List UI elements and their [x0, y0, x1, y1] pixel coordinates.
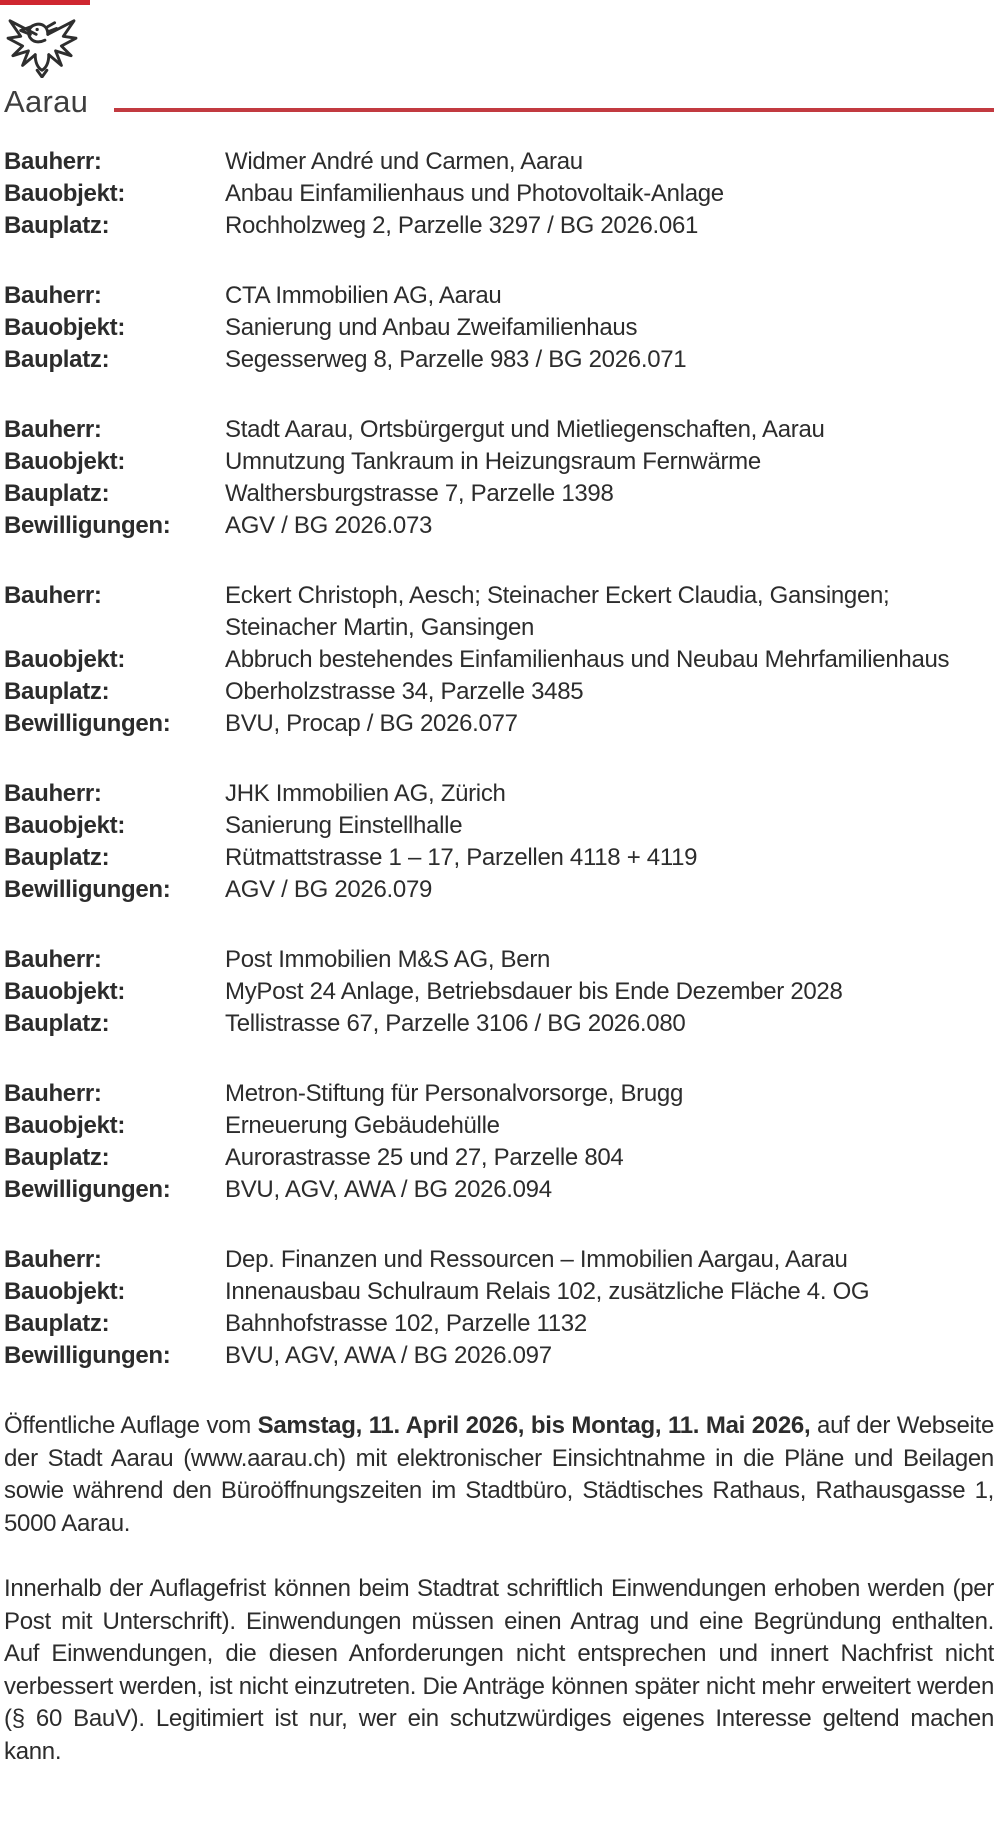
objection-info-paragraph	[4, 1573, 994, 1768]
record-field-label: Bauplatz:	[4, 346, 110, 373]
record-field-label: Bauobjekt:	[4, 978, 126, 1005]
record-field-label: Bauobjekt:	[4, 314, 126, 341]
building-permit-record	[4, 280, 994, 376]
record-field-value: BVU, Procap / BG 2026.077	[225, 710, 518, 737]
record-field-value: Rütmattstrasse 1 – 17, Parzellen 4118 + 4119	[225, 844, 698, 871]
record-field-value: Dep. Finanzen und Ressourcen – Immobilien Aargau, Aarau	[225, 1246, 848, 1273]
record-field-label: Bauherr:	[4, 780, 102, 807]
record-field-value: Stadt Aarau, Ortsbürgergut und Mietliegenschaften, Aarau	[225, 416, 825, 443]
record-field-label: Bauplatz:	[4, 480, 110, 507]
record-field-label: Bauherr:	[4, 1246, 102, 1273]
building-permit-record	[4, 944, 994, 1040]
page-header	[4, 0, 994, 117]
record-field-value: Innenausbau Schulraum Relais 102, zusätzliche Fläche 4. OG	[225, 1278, 870, 1305]
record-field-value: BVU, AGV, AWA / BG 2026.094	[225, 1176, 552, 1203]
paragraph-text: Öffentliche Auflage vom	[4, 1412, 258, 1439]
display-period-bold-text: Samstag, 11. April 2026, bis Montag, 11. Mai 2026,	[257, 1412, 811, 1439]
brand-row	[4, 86, 994, 117]
record-field-label: Bauobjekt:	[4, 646, 126, 673]
record-field-value: Sanierung und Anbau Zweifamilienhaus	[225, 314, 638, 341]
building-permit-record	[4, 146, 994, 242]
record-field-value: Eckert Christoph, Aesch; Steinacher Eckert Claudia, Gansingen; Steinacher Martin, Gansingen	[225, 582, 890, 641]
record-field-value: Walthersburgstrasse 7, Parzelle 1398	[225, 480, 614, 507]
record-field-label: Bauherr:	[4, 1080, 102, 1107]
record-field-value: Aurorastrasse 25 und 27, Parzelle 804	[225, 1144, 624, 1171]
record-field-value: Metron-Stiftung für Personalvorsorge, Brugg	[225, 1080, 683, 1107]
paragraph-text: auf der Webseite der Stadt Aarau (www.aarau.ch) mit elektronischer Einsichtnahme in die Pläne und Beilagen sowie während den Büroöffnungszeiten im Stadtbüro, Städtisches Rathaus, Rathausgasse 1, 5000 Aarau.	[4, 1412, 994, 1537]
record-field-label: Bauplatz:	[4, 1310, 110, 1337]
building-permit-record	[4, 1078, 994, 1206]
record-field-value: Tellistrasse 67, Parzelle 3106 / BG 2026.080	[225, 1010, 686, 1037]
record-field-value: Widmer André und Carmen, Aarau	[225, 148, 583, 175]
record-field-label: Bauobjekt:	[4, 180, 126, 207]
building-permit-record	[4, 778, 994, 906]
building-permit-record	[4, 414, 994, 542]
record-field-value: Abbruch bestehendes Einfamilienhaus und Neubau Mehrfamilienhaus	[225, 646, 950, 673]
record-field-label: Bewilligungen:	[4, 1176, 171, 1203]
record-field-label: Bauobjekt:	[4, 1278, 126, 1305]
record-field-label: Bauplatz:	[4, 678, 110, 705]
notice-paragraphs	[4, 1410, 994, 1768]
brand-wordmark: Aarau	[4, 84, 89, 119]
record-field-value: Bahnhofstrasse 102, Parzelle 1132	[225, 1310, 587, 1337]
record-field-value: Rochholzweg 2, Parzelle 3297 / BG 2026.061	[225, 212, 699, 239]
record-field-label: Bauherr:	[4, 148, 102, 175]
building-permit-list	[4, 146, 994, 1372]
record-field-label: Bauherr:	[4, 582, 102, 609]
record-field-value: BVU, AGV, AWA / BG 2026.097	[225, 1342, 552, 1369]
record-field-value: Sanierung Einstellhalle	[225, 812, 463, 839]
aarau-eagle-icon	[4, 14, 80, 78]
paragraph-text: Innerhalb der Auflagefrist können beim Stadtrat schriftlich Einwendungen erhoben werden (per Post mit Unterschrift). Einwendungen müssen einen Antrag und eine Begründung enthalten. Auf Einwendungen, die diesen Anforderungen nicht entsprechen und innert Nachfrist nicht verbessert werden, ist nicht einzutreten. Die Anträge können später nicht mehr erweitert werden (§ 60 BauV). Legitimiert ist nur, wer ein schutzwürdiges eigenes Interesse geltend machen kann.	[4, 1575, 994, 1765]
top-red-bar	[0, 0, 90, 5]
header-rule	[114, 108, 994, 112]
record-field-label: Bauobjekt:	[4, 1112, 126, 1139]
record-field-value: CTA Immobilien AG, Aarau	[225, 282, 502, 309]
record-field-label: Bewilligungen:	[4, 512, 171, 539]
record-field-value: MyPost 24 Anlage, Betriebsdauer bis Ende Dezember 2028	[225, 978, 843, 1005]
record-field-value: Segesserweg 8, Parzelle 983 / BG 2026.071	[225, 346, 687, 373]
record-field-label: Bauplatz:	[4, 844, 110, 871]
record-field-label: Bauherr:	[4, 416, 102, 443]
record-field-value: Post Immobilien M&S AG, Bern	[225, 946, 551, 973]
record-field-value: AGV / BG 2026.073	[225, 512, 433, 539]
record-field-value: Oberholzstrasse 34, Parzelle 3485	[225, 678, 584, 705]
building-permit-record	[4, 1244, 994, 1372]
record-field-label: Bewilligungen:	[4, 710, 171, 737]
record-field-label: Bauobjekt:	[4, 448, 126, 475]
record-field-label: Bauherr:	[4, 282, 102, 309]
record-field-value: Umnutzung Tankraum in Heizungsraum Fernwärme	[225, 448, 761, 475]
record-field-value: Anbau Einfamilienhaus und Photovoltaik-Anlage	[225, 180, 724, 207]
record-field-label: Bewilligungen:	[4, 1342, 171, 1369]
public-display-paragraph	[4, 1410, 994, 1540]
record-field-label: Bauplatz:	[4, 1010, 110, 1037]
record-field-label: Bauplatz:	[4, 1144, 110, 1171]
record-field-value: AGV / BG 2026.079	[225, 876, 433, 903]
record-field-value: Erneuerung Gebäudehülle	[225, 1112, 500, 1139]
record-field-label: Bauobjekt:	[4, 812, 126, 839]
record-field-label: Bauherr:	[4, 946, 102, 973]
record-field-value: JHK Immobilien AG, Zürich	[225, 780, 506, 807]
building-permit-record	[4, 580, 994, 740]
record-field-label: Bewilligungen:	[4, 876, 171, 903]
record-field-label: Bauplatz:	[4, 212, 110, 239]
